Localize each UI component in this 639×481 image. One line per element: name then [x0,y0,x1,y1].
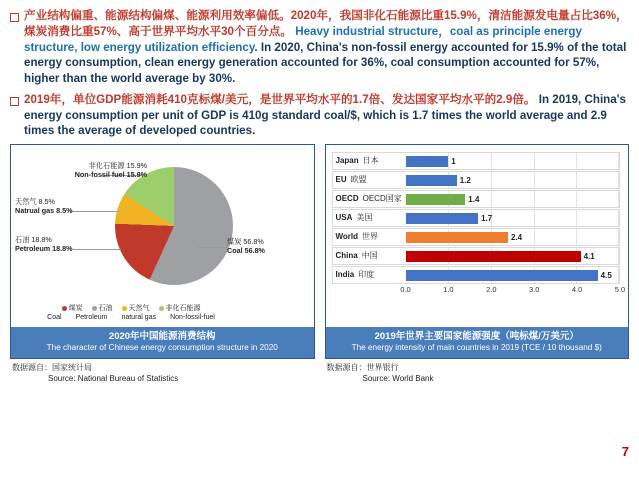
bullet-1-english-lead: Heavy industrial structure，coal as principle energy structure, low energy utilization efficiency [24,24,582,54]
bar-cat-cn-eu: 欧盟 [350,175,367,185]
leader-line-coal [197,247,227,248]
bar-usa [406,213,479,224]
bar-row-usa [332,208,621,227]
bar-china [406,251,581,262]
pie-chart-body [11,145,314,327]
left-chart-block [10,144,315,384]
bar-row-japan [332,151,621,170]
bar-category-eu [332,171,406,189]
bar-value-usa: 1.7 [481,213,493,223]
pie-callout-nonfossil [51,161,147,179]
bar-plot-eu [406,171,621,189]
legend-swatch-coal [62,306,67,311]
legend-label-nonfossil-cn: 非化石能源 [165,305,201,313]
bullet-2-english: In 2019, China's energy consumption per unit of GDP is 410g standard coal/$, which is 1.7 times the world average and 2.9 times the average of developed countries. [24,92,626,138]
square-bullet-icon [10,97,19,106]
bar-plot-world [406,228,621,246]
bar-category-oecd [332,190,406,208]
pie-legend-row-cn [25,303,237,313]
bar-plot-india [406,266,621,284]
bar-cat-cn-india: 印度 [358,270,375,280]
bar-plot-usa [406,209,621,227]
left-caption-cn: 2020年中国能源消费结构 [108,331,216,343]
bar-cat-en-eu: EU [335,175,347,185]
bar-cat-cn-china: 中国 [361,251,378,261]
bar-category-india [332,266,406,284]
bullet-2-chinese: 2019年，单位GDP能源消耗410克标煤/美元，是世界平均水平的1.7倍、发达国家平均水平的2.9倍。 [24,92,536,106]
legend-label-coal-en: Coal [47,314,62,322]
bar-oecd [406,194,466,205]
bar-cat-cn-japan: 日本 [362,156,379,166]
bar-cat-cn-oecd: OECD国家 [362,194,402,204]
bar-row-china [332,246,621,265]
bar-category-japan [332,152,406,170]
x-tick-4: 4.0 [571,285,583,295]
bar-chart [326,145,629,327]
pie-callout-coal-cn: 煤炭 56.8% [227,237,264,247]
pie-callout-nonfossil-en: Non-fossil fuel 15.9% [74,170,147,180]
legend-swatch-petroleum [92,306,97,311]
bar-value-world: 2.4 [510,232,523,242]
legend-key-coal [62,303,83,313]
bullet-item-2 [10,92,629,139]
left-panel-caption [11,327,314,358]
pie-callout-nonfossil-cn: 非化石能源 15.9% [88,161,147,171]
pie-callout-petroleum [15,235,91,253]
bullet-1-chinese: 产业结构偏重、能源结构偏煤、能源利用效率偏低。2020年，我国非化石能源比重15.9%，清洁能源发电量占比36%，煤炭消费比重57%、高于世界平均水平30个百分点。 [24,9,628,38]
legend-label-gas-cn: 天然气 [128,305,150,313]
bar-category-china [332,247,406,265]
legend-label-petroleum-cn: 石油 [98,305,113,313]
bar-cat-en-oecd: OECD [335,194,359,204]
bar-row-eu [332,170,621,189]
bar-cat-cn-usa: 美国 [356,213,373,223]
pie-legend [25,303,237,321]
legend-key-gas [122,303,150,313]
right-caption-en: The energy intensity of main countries in 2019 (TCE / 10 thousand $) [351,343,602,352]
bar-cat-en-usa: USA [335,213,353,223]
bar-value-eu: 1.2 [459,175,471,185]
bar-value-oecd: 1.4 [468,194,480,204]
pie-callout-gas-en: Natrual gas 8.5% [15,206,73,216]
right-chart-block [325,144,630,384]
x-tick-5: 5.0 [614,285,626,295]
x-tick-2: 2.0 [486,285,497,295]
bar-row-oecd [332,189,621,208]
right-source [325,363,630,384]
bar-value-japan: 1 [451,156,456,166]
left-source-cn: 数据源自：国家统计局 [12,363,92,373]
pie-chart [11,145,314,327]
bar-value-india: 4.5 [600,270,612,280]
bullet-text-1 [24,8,629,87]
bar-eu [406,175,457,186]
bar-plot-china [406,247,621,265]
pie-legend-row-en [25,314,237,321]
pie-callout-coal-en: Coal 56.8% [227,246,265,256]
bar-category-world [332,228,406,246]
bar-chart-body [326,145,629,327]
page-number: 7 [621,444,629,459]
left-source [10,363,315,384]
legend-label-nonfossil-en: Non-fossil-fuel [170,314,215,322]
bullet-item-1 [10,8,629,87]
pie-callout-petroleum-cn: 石油 18.8% [15,235,52,245]
pie-graphic [115,167,233,285]
bar-row-india [332,265,621,284]
legend-label-coal-cn: 煤炭 [68,305,83,313]
right-panel-caption [326,327,629,358]
legend-swatch-gas [122,306,127,311]
legend-label-gas-en: natural gas [121,314,157,322]
charts-container [10,144,629,384]
x-tick-1: 1.0 [443,285,454,295]
bullet-text-2 [24,92,629,139]
bar-cat-en-world: World [335,232,359,242]
bar-plot-oecd [406,190,621,208]
right-source-en: Source: World Bank [362,373,434,383]
x-tick-0: 0.0 [400,285,411,295]
pie-callout-coal [227,237,293,255]
legend-key-nonfossil [159,303,201,313]
bar-cat-en-japan: Japan [335,156,359,166]
bar-cat-en-china: China [335,251,358,261]
bar-world [406,232,508,243]
left-caption-en: The character of Chinese energy consumption structure in 2020 [46,343,278,352]
bullet-1-english-rest: . In 2020, China's non-fossil energy accounted for 15.9% of the total energy consumption, clean energy generation accounted for 36%, coal consumption accounted for 57%, higher than the world average by 30%. [24,40,627,86]
legend-label-petroleum-en: Petroleum [75,314,108,322]
right-caption-cn: 2019年世界主要国家能源强度（吨标煤/万美元） [374,331,579,343]
bar-plot-japan [406,152,621,170]
legend-key-petroleum [92,303,113,313]
bar-x-axis [400,285,626,299]
bar-cat-en-india: India [335,270,355,280]
pie-callout-gas [15,197,91,215]
bar-category-usa [332,209,406,227]
bar-india [406,270,598,281]
pie-callout-petroleum-en: Petroleum 18.8% [15,244,73,254]
left-source-en: Source: National Bureau of Statistics [48,373,179,383]
pie-chart-panel [10,144,315,359]
bullet-list [10,8,629,139]
bar-value-china: 4.1 [583,251,595,261]
square-bullet-icon [10,13,19,22]
x-tick-3: 3.0 [528,285,540,295]
legend-swatch-nonfossil [159,306,164,311]
bar-japan [406,156,449,167]
right-source-cn: 数据源自：世界银行 [326,363,399,373]
bar-cat-cn-world: 世界 [362,232,379,242]
pie-callout-gas-cn: 天然气 8.5% [15,197,55,207]
bar-chart-panel [325,144,630,359]
bar-row-world [332,227,621,246]
